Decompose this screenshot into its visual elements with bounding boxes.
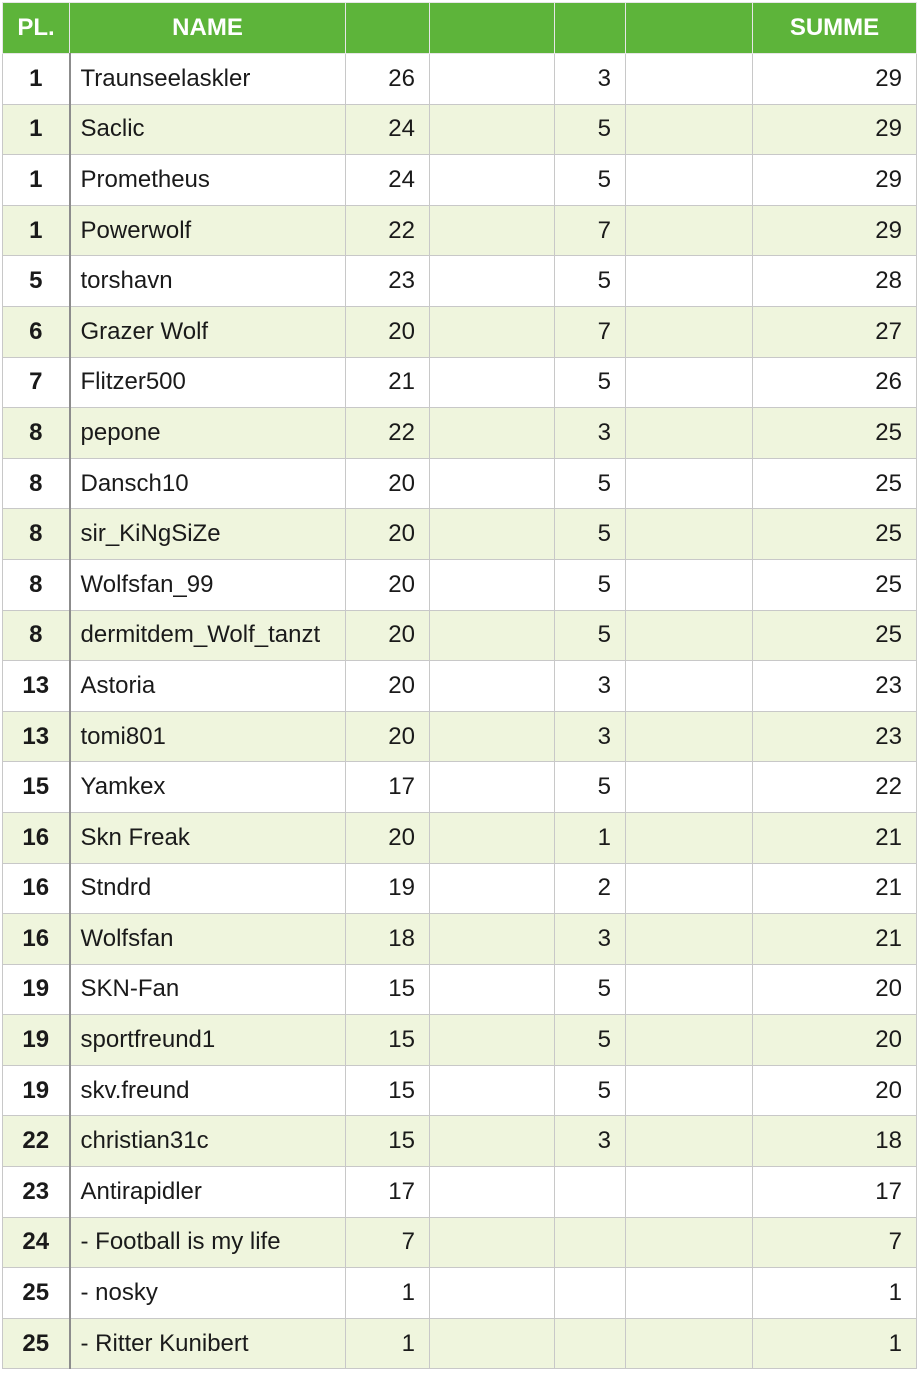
points-cell: 18 — [346, 914, 430, 965]
empty-cell — [430, 357, 555, 408]
points-cell: 20 — [346, 711, 430, 762]
name-cell: skv.freund — [70, 1065, 346, 1116]
rank-cell: 16 — [3, 863, 70, 914]
empty-cell — [626, 357, 753, 408]
header-sum: SUMME — [753, 3, 917, 54]
bonus-cell: 5 — [555, 155, 626, 206]
sum-cell: 17 — [753, 1167, 917, 1218]
table-row — [3, 914, 917, 965]
sum-cell: 22 — [753, 762, 917, 813]
points-cell: 20 — [346, 509, 430, 560]
rank-cell: 25 — [3, 1268, 70, 1319]
ranking-table-container — [2, 2, 917, 1369]
bonus-cell: 3 — [555, 1116, 626, 1167]
empty-cell — [430, 863, 555, 914]
bonus-cell: 5 — [555, 1015, 626, 1066]
header-name: NAME — [70, 3, 346, 54]
sum-cell: 27 — [753, 306, 917, 357]
points-cell: 15 — [346, 964, 430, 1015]
rank-cell: 23 — [3, 1167, 70, 1218]
sum-cell: 1 — [753, 1268, 917, 1319]
empty-cell — [430, 1015, 555, 1066]
name-cell: Antirapidler — [70, 1167, 346, 1218]
rank-cell: 6 — [3, 306, 70, 357]
rank-cell: 8 — [3, 458, 70, 509]
sum-cell: 18 — [753, 1116, 917, 1167]
points-cell: 17 — [346, 762, 430, 813]
name-cell: Prometheus — [70, 155, 346, 206]
sum-cell: 21 — [753, 914, 917, 965]
empty-cell — [626, 1015, 753, 1066]
empty-cell — [430, 408, 555, 459]
bonus-cell: 3 — [555, 914, 626, 965]
points-cell: 22 — [346, 408, 430, 459]
empty-cell — [626, 1167, 753, 1218]
empty-cell — [430, 559, 555, 610]
bonus-cell: 5 — [555, 458, 626, 509]
rank-cell: 8 — [3, 559, 70, 610]
table-row — [3, 863, 917, 914]
empty-cell — [430, 661, 555, 712]
bonus-cell: 5 — [555, 559, 626, 610]
empty-cell — [626, 408, 753, 459]
empty-cell — [430, 205, 555, 256]
bonus-cell — [555, 1167, 626, 1218]
points-cell: 15 — [346, 1116, 430, 1167]
header-pl: PL. — [3, 3, 70, 54]
table-row — [3, 610, 917, 661]
table-row — [3, 256, 917, 307]
empty-cell — [430, 256, 555, 307]
bonus-cell: 5 — [555, 1065, 626, 1116]
empty-cell — [626, 661, 753, 712]
empty-cell — [430, 509, 555, 560]
points-cell: 17 — [346, 1167, 430, 1218]
name-cell: - Ritter Kunibert — [70, 1318, 346, 1369]
table-row — [3, 1116, 917, 1167]
table-row — [3, 762, 917, 813]
bonus-cell: 5 — [555, 964, 626, 1015]
rank-cell: 1 — [3, 104, 70, 155]
table-row — [3, 711, 917, 762]
bonus-cell: 7 — [555, 205, 626, 256]
table-row — [3, 661, 917, 712]
rank-cell: 13 — [3, 711, 70, 762]
sum-cell: 25 — [753, 610, 917, 661]
bonus-cell — [555, 1217, 626, 1268]
name-cell: SKN-Fan — [70, 964, 346, 1015]
sum-cell: 29 — [753, 155, 917, 206]
name-cell: - Football is my life — [70, 1217, 346, 1268]
name-cell: Flitzer500 — [70, 357, 346, 408]
sum-cell: 21 — [753, 863, 917, 914]
header-row — [3, 3, 917, 54]
bonus-cell — [555, 1268, 626, 1319]
points-cell: 1 — [346, 1318, 430, 1369]
sum-cell: 23 — [753, 711, 917, 762]
empty-cell — [430, 711, 555, 762]
name-cell: sir_KiNgSiZe — [70, 509, 346, 560]
bonus-cell: 5 — [555, 256, 626, 307]
sum-cell: 25 — [753, 559, 917, 610]
empty-cell — [626, 1065, 753, 1116]
points-cell: 20 — [346, 661, 430, 712]
sum-cell: 21 — [753, 812, 917, 863]
sum-cell: 23 — [753, 661, 917, 712]
bonus-cell: 5 — [555, 509, 626, 560]
bonus-cell: 3 — [555, 408, 626, 459]
sum-cell: 29 — [753, 54, 917, 105]
rank-cell: 16 — [3, 914, 70, 965]
name-cell: Stndrd — [70, 863, 346, 914]
rank-cell: 24 — [3, 1217, 70, 1268]
rank-cell: 1 — [3, 155, 70, 206]
name-cell: Yamkex — [70, 762, 346, 813]
points-cell: 23 — [346, 256, 430, 307]
empty-cell — [430, 1318, 555, 1369]
table-row — [3, 1217, 917, 1268]
table-row — [3, 964, 917, 1015]
table-row — [3, 559, 917, 610]
name-cell: Skn Freak — [70, 812, 346, 863]
points-cell: 20 — [346, 559, 430, 610]
header-col-2 — [430, 3, 555, 54]
name-cell: christian31c — [70, 1116, 346, 1167]
bonus-cell: 5 — [555, 104, 626, 155]
rank-cell: 19 — [3, 1065, 70, 1116]
points-cell: 24 — [346, 104, 430, 155]
bonus-cell — [555, 1318, 626, 1369]
empty-cell — [626, 1217, 753, 1268]
table-row — [3, 1065, 917, 1116]
rank-cell: 19 — [3, 964, 70, 1015]
points-cell: 15 — [346, 1015, 430, 1066]
points-cell: 21 — [346, 357, 430, 408]
rank-cell: 7 — [3, 357, 70, 408]
rank-cell: 13 — [3, 661, 70, 712]
name-cell: Wolfsfan_99 — [70, 559, 346, 610]
sum-cell: 20 — [753, 1065, 917, 1116]
empty-cell — [626, 711, 753, 762]
points-cell: 20 — [346, 458, 430, 509]
empty-cell — [430, 458, 555, 509]
name-cell: sportfreund1 — [70, 1015, 346, 1066]
table-row — [3, 509, 917, 560]
rank-cell: 15 — [3, 762, 70, 813]
sum-cell: 20 — [753, 964, 917, 1015]
name-cell: tomi801 — [70, 711, 346, 762]
empty-cell — [430, 54, 555, 105]
header-col-4 — [626, 3, 753, 54]
empty-cell — [626, 914, 753, 965]
points-cell: 7 — [346, 1217, 430, 1268]
table-row — [3, 357, 917, 408]
empty-cell — [626, 1268, 753, 1319]
empty-cell — [626, 964, 753, 1015]
sum-cell: 29 — [753, 104, 917, 155]
header-col-3 — [555, 3, 626, 54]
sum-cell: 25 — [753, 458, 917, 509]
rank-cell: 16 — [3, 812, 70, 863]
name-cell: - nosky — [70, 1268, 346, 1319]
ranking-table — [2, 2, 917, 1369]
name-cell: dermitdem_Wolf_tanzt — [70, 610, 346, 661]
rank-cell: 1 — [3, 54, 70, 105]
bonus-cell: 1 — [555, 812, 626, 863]
points-cell: 20 — [346, 610, 430, 661]
empty-cell — [430, 1268, 555, 1319]
table-row — [3, 458, 917, 509]
empty-cell — [430, 306, 555, 357]
rank-cell: 8 — [3, 408, 70, 459]
table-row — [3, 205, 917, 256]
name-cell: Grazer Wolf — [70, 306, 346, 357]
name-cell: torshavn — [70, 256, 346, 307]
empty-cell — [626, 155, 753, 206]
rank-cell: 25 — [3, 1318, 70, 1369]
rank-cell: 1 — [3, 205, 70, 256]
points-cell: 22 — [346, 205, 430, 256]
empty-cell — [626, 863, 753, 914]
bonus-cell: 2 — [555, 863, 626, 914]
rank-cell: 5 — [3, 256, 70, 307]
table-row — [3, 1268, 917, 1319]
table-row — [3, 155, 917, 206]
empty-cell — [626, 256, 753, 307]
name-cell: Saclic — [70, 104, 346, 155]
bonus-cell: 5 — [555, 610, 626, 661]
bonus-cell: 5 — [555, 762, 626, 813]
header-col-1 — [346, 3, 430, 54]
sum-cell: 29 — [753, 205, 917, 256]
empty-cell — [626, 812, 753, 863]
table-row — [3, 1167, 917, 1218]
empty-cell — [430, 1116, 555, 1167]
points-cell: 19 — [346, 863, 430, 914]
sum-cell: 1 — [753, 1318, 917, 1369]
empty-cell — [626, 104, 753, 155]
empty-cell — [626, 1116, 753, 1167]
bonus-cell: 7 — [555, 306, 626, 357]
points-cell: 24 — [346, 155, 430, 206]
empty-cell — [626, 610, 753, 661]
empty-cell — [430, 1167, 555, 1218]
empty-cell — [430, 1065, 555, 1116]
empty-cell — [430, 914, 555, 965]
empty-cell — [626, 458, 753, 509]
rank-cell: 8 — [3, 509, 70, 560]
points-cell: 26 — [346, 54, 430, 105]
sum-cell: 25 — [753, 509, 917, 560]
empty-cell — [626, 762, 753, 813]
table-row — [3, 306, 917, 357]
points-cell: 20 — [346, 812, 430, 863]
points-cell: 20 — [346, 306, 430, 357]
empty-cell — [626, 509, 753, 560]
empty-cell — [626, 306, 753, 357]
empty-cell — [626, 205, 753, 256]
empty-cell — [626, 559, 753, 610]
empty-cell — [430, 610, 555, 661]
name-cell: Dansch10 — [70, 458, 346, 509]
empty-cell — [626, 54, 753, 105]
table-row — [3, 1318, 917, 1369]
name-cell: Powerwolf — [70, 205, 346, 256]
name-cell: Wolfsfan — [70, 914, 346, 965]
points-cell: 15 — [346, 1065, 430, 1116]
name-cell: Astoria — [70, 661, 346, 712]
table-row — [3, 54, 917, 105]
bonus-cell: 5 — [555, 357, 626, 408]
bonus-cell: 3 — [555, 661, 626, 712]
name-cell: Traunseelaskler — [70, 54, 346, 105]
sum-cell: 26 — [753, 357, 917, 408]
sum-cell: 28 — [753, 256, 917, 307]
empty-cell — [430, 964, 555, 1015]
rank-cell: 22 — [3, 1116, 70, 1167]
rank-cell: 8 — [3, 610, 70, 661]
empty-cell — [430, 1217, 555, 1268]
bonus-cell: 3 — [555, 711, 626, 762]
sum-cell: 7 — [753, 1217, 917, 1268]
empty-cell — [430, 155, 555, 206]
points-cell: 1 — [346, 1268, 430, 1319]
name-cell: pepone — [70, 408, 346, 459]
table-row — [3, 408, 917, 459]
sum-cell: 25 — [753, 408, 917, 459]
empty-cell — [430, 812, 555, 863]
empty-cell — [626, 1318, 753, 1369]
table-row — [3, 812, 917, 863]
table-row — [3, 1015, 917, 1066]
rank-cell: 19 — [3, 1015, 70, 1066]
empty-cell — [430, 104, 555, 155]
table-row — [3, 104, 917, 155]
bonus-cell: 3 — [555, 54, 626, 105]
sum-cell: 20 — [753, 1015, 917, 1066]
empty-cell — [430, 762, 555, 813]
